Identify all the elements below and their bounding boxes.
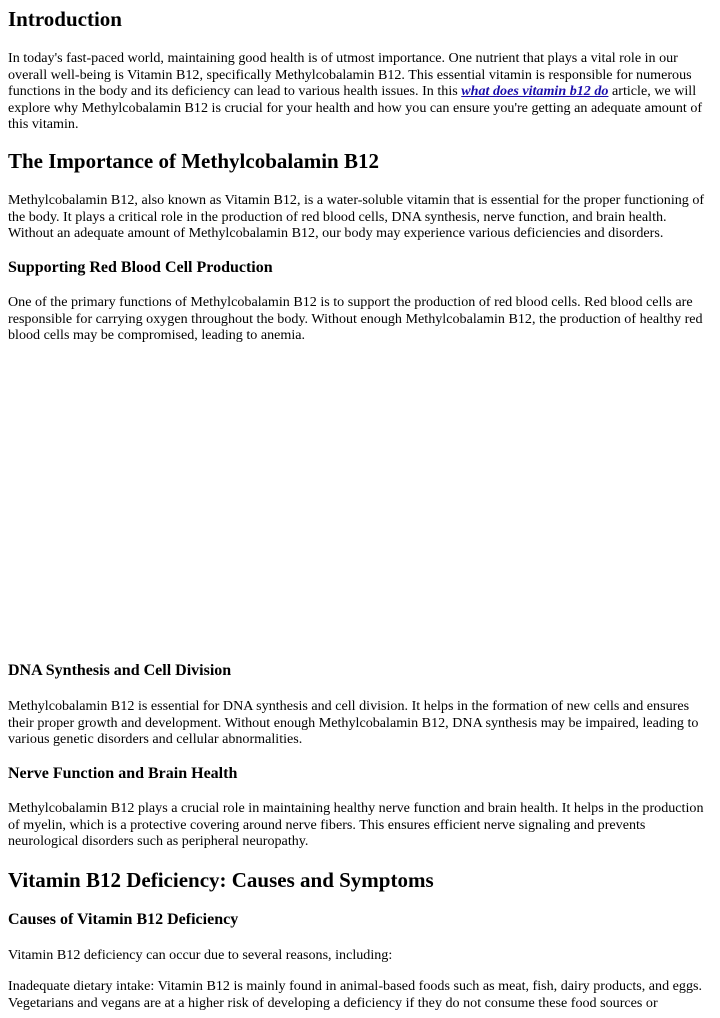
red-blood-heading: Supporting Red Blood Cell Production xyxy=(8,259,273,276)
importance-heading: The Importance of Methylcobalamin B12 xyxy=(8,149,379,173)
causes-heading: Causes of Vitamin B12 Deficiency xyxy=(8,911,239,928)
intro-text-after: article, we will explore why Methylcobalamin B12 is crucial for your health and how you can ensure you're getting an adequate amount of this vitamin. xyxy=(8,83,703,132)
dna-paragraph: Methylcobalamin B12 is essential for DNA synthesis and cell division. It helps in the formation of new cells and ensures their proper growth and development. Without enough Methylcobalamin B12, DNA synthesis may be impaired, leading to various genetic disorders and cellular abnormalities. xyxy=(8,698,699,747)
dna-heading: DNA Synthesis and Cell Division xyxy=(8,662,232,679)
causes-intro-paragraph: Vitamin B12 deficiency can occur due to several reasons, including: xyxy=(8,947,393,963)
red-blood-paragraph: One of the primary functions of Methylcobalamin B12 is to support the production of red blood cells. Red blood cells are responsible for carrying oxygen throughout the body. Without enough Methylcobalamin B12, the production of healthy red blood cells may be compromised, leading to anemia. xyxy=(8,294,703,343)
intro-heading: Introduction xyxy=(8,7,122,31)
nerve-heading: Nerve Function and Brain Health xyxy=(8,765,238,782)
vitamin-b12-link[interactable]: what does vitamin b12 do xyxy=(461,83,609,99)
intro-paragraph xyxy=(8,50,714,133)
nerve-paragraph: Methylcobalamin B12 plays a crucial role in maintaining healthy nerve function and brain health. It helps in the production of myelin, which is a protective covering around nerve fibers. This ensures efficient nerve signaling and prevents neurological disorders such as peripheral neuropathy. xyxy=(8,800,704,849)
intro-text-before: In today's fast-paced world, maintaining good health is of utmost importance. One nutrient that plays a vital role in our overall well-being is Vitamin B12, specifically Methylcobalamin B12. This essential vitamin is responsible for numerous functions in the body and its deficiency can lead to various health issues. In this xyxy=(8,50,692,99)
deficiency-heading: Vitamin B12 Deficiency: Causes and Symptoms xyxy=(8,868,434,892)
importance-paragraph: Methylcobalamin B12, also known as Vitamin B12, is a water-soluble vitamin that is essential for the proper functioning of the body. It plays a critical role in the production of red blood cells, DNA synthesis, nerve function, and brain health. Without an adequate amount of Methylcobalamin B12, our body may experience various deficiencies and disorders. xyxy=(8,192,705,241)
dietary-cause-paragraph: Inadequate dietary intake: Vitamin B12 is mainly found in animal-based foods such as meat, fish, dairy products, and eggs. Vegetarians and vegans are at a higher risk of developing a deficiency if they do not consume these food sources or xyxy=(8,978,703,1011)
